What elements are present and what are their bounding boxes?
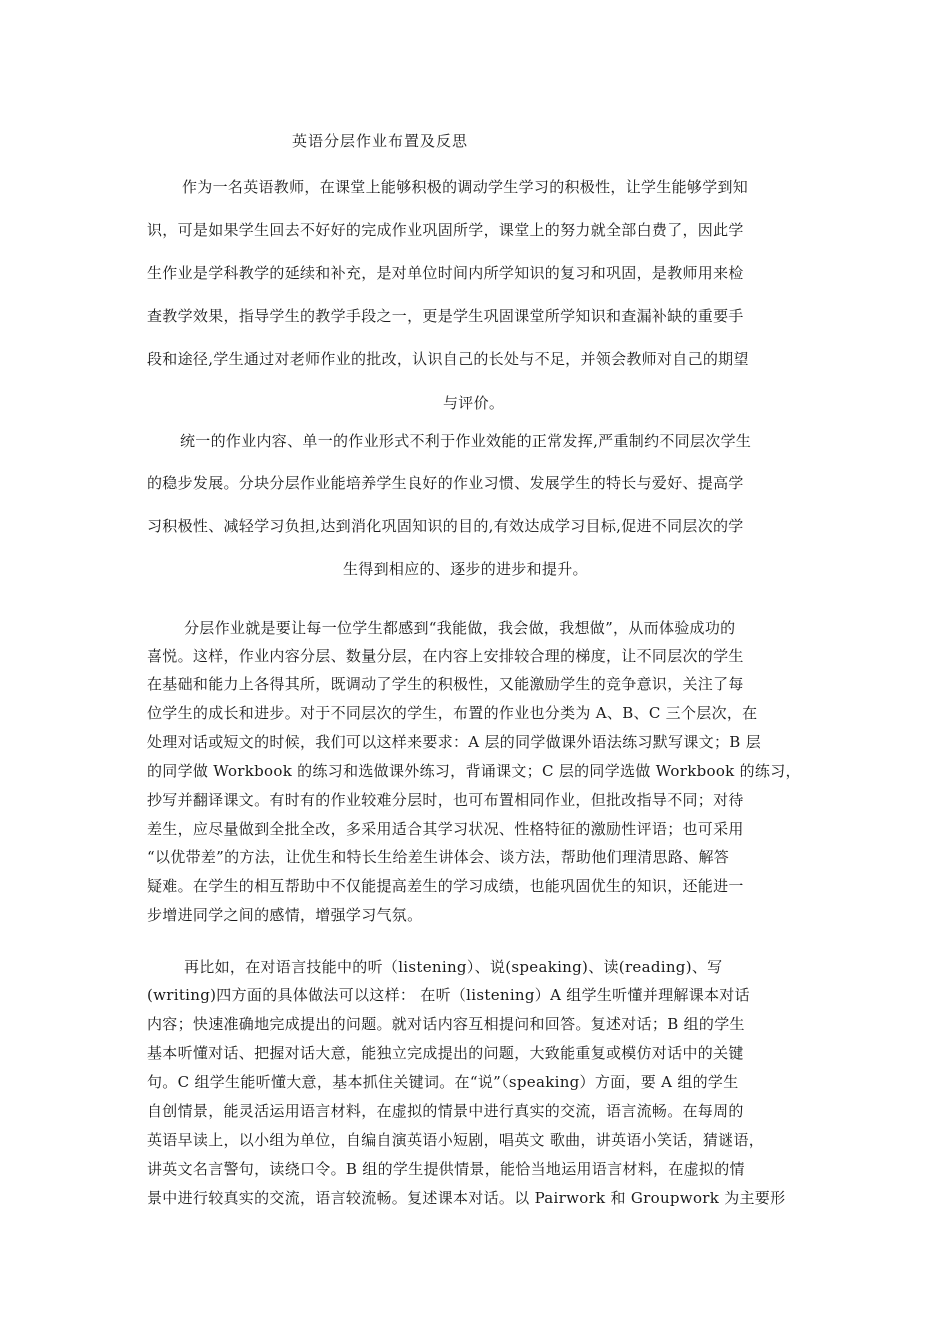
paragraph-line: 段和途径,学生通过对老师作业的批改，认识自己的长处与不足，并领会教师对自己的期望 [147,350,749,368]
paragraph-line: 再比如，在对语言技能中的听（listening）、说(speaking)、读(reading)、写 [184,958,723,976]
paragraph-line: 讲英文名言警句，读绕口令。B 组的学生提供情景，能恰当地运用语言材料，在虚拟的情 [147,1160,745,1178]
paragraph-line: 与评价。 [443,394,505,412]
paragraph-line: “以优带差”的方法，让优生和特长生给差生讲体会、谈方法，帮助他们理清思路、解答 [147,848,730,866]
paragraph-line: 疑难。在学生的相互帮助中不仅能提高差生的学习成绩，也能巩固优生的知识，还能进一 [147,877,744,895]
paragraph-line: 的同学做 Workbook 的练习和选做课外练习，背诵课文；C 层的同学选做 Workbook 的练习， [147,762,801,780]
paragraph-line: 抄写并翻译课文。有时有的作业较难分层时，也可布置相同作业，但批改指导不同；对待 [147,791,744,809]
paragraph-line: 在基础和能力上各得其所，既调动了学生的积极性，又能激励学生的竞争意识，关注了每 [147,675,744,693]
paragraph-line: 喜悦。这样，作业内容分层、数量分层，在内容上安排较合理的梯度，让不同层次的学生 [147,647,744,665]
paragraph-line: 识，可是如果学生回去不好好的完成作业巩固所学，课堂上的努力就全部白费了，因此学 [147,221,744,239]
paragraph-line: 步增进同学之间的感情，增强学习气氛。 [147,906,423,924]
paragraph-line: 查教学效果，指导学生的教学手段之一，更是学生巩固课堂所学知识和查漏补缺的重要手 [147,307,744,325]
paragraph-line: 景中进行较真实的交流，语言较流畅。复述课本对话。以 Pairwork 和 Groupwork 为主要形 [147,1189,786,1207]
paragraph-line: 生作业是学科教学的延续和补充，是对单位时间内所学知识的复习和巩固，是教师用来检 [147,264,744,282]
paragraph-line: 句。C 组学生能听懂大意，基本抓住关键词。在“说”（speaking）方面，要 A 组的学生 [147,1073,739,1091]
paragraph-line: 基本听懂对话、把握对话大意，能独立完成提出的问题，大致能重复或模仿对话中的关键 [147,1044,744,1062]
paragraph-line: 位学生的成长和进步。对于不同层次的学生，布置的作业也分类为 A、B、C 三个层次，在 [147,704,758,722]
paragraph-line: 内容；快速准确地完成提出的问题。就对话内容互相提问和回答。复述对话；B 组的学生 [147,1015,745,1033]
paragraph-line: 自创情景，能灵活运用语言材料，在虚拟的情景中进行真实的交流，语言流畅。在每周的 [147,1102,744,1120]
document-title: 英语分层作业布置及反思 [292,132,469,150]
paragraph-line: 生得到相应的、逐步的进步和提升。 [343,560,588,578]
paragraph-line: (writing)四方面的具体做法可以这样： 在听（listening）A 组学生听懂并理解课本对话 [147,986,750,1004]
paragraph-line: 作为一名英语教师，在课堂上能够积极的调动学生学习的积极性，让学生能够学到知 [182,178,749,196]
paragraph-line: 分层作业就是要让每一位学生都感到“我能做，我会做，我想做”，从而体验成功的 [184,619,736,637]
paragraph-line: 的稳步发展。分块分层作业能培养学生良好的作业习惯、发展学生的特长与爱好、提高学 [147,474,744,492]
paragraph-line: 英语早读上，以小组为单位，自编自演英语小短剧，唱英文 歌曲，讲英语小笑话，猜谜语， [147,1131,765,1149]
paragraph-line: 统一的作业内容、单一的作业形式不利于作业效能的正常发挥,严重制约不同层次学生 [180,432,752,450]
paragraph-line: 处理对话或短文的时候，我们可以这样来要求：A 层的同学做课外语法练习默写课文；B 层 [147,733,761,751]
paragraph-line: 差生，应尽量做到全批全改，多采用适合其学习状况、性格特征的激励性评语；也可采用 [147,820,744,838]
paragraph-line: 习积极性、减轻学习负担,达到消化巩固知识的目的,有效达成学习目标,促进不同层次的学 [147,517,744,535]
